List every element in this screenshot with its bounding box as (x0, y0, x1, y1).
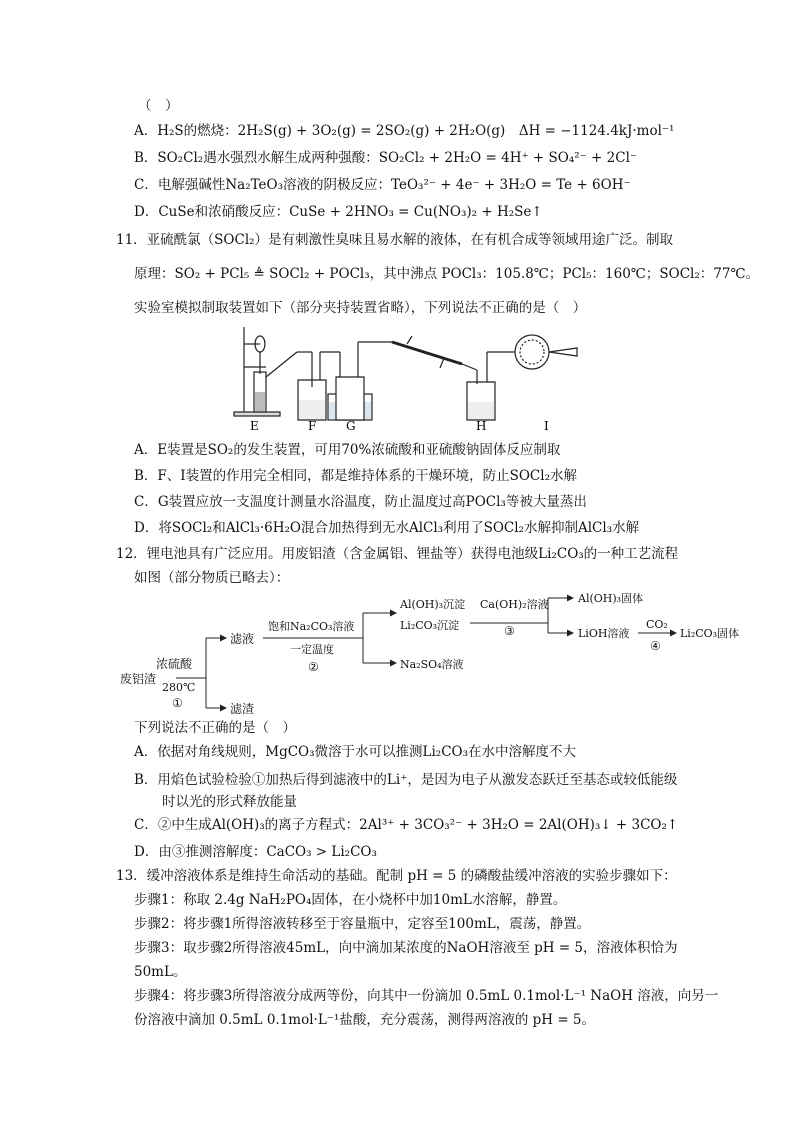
q12-option-c: C．②中生成Al(OH)₃的离子方程式：2Al³⁺ + 3CO₃²⁻ + 3H₂O = 2Al(OH)₃↓ + 3CO₂↑ (134, 817, 679, 833)
q12-option-b-line2: 时以光的形式释放能量 (162, 794, 297, 810)
q12-option-d: D．由③推测溶解度：CaCO₃ > Li₂CO₃ (134, 844, 377, 860)
q12-stem-line1: 12．锂电池具有广泛应用。用废铝渣（含金属铝、锂盐等）获得电池级Li₂CO₃的一种工艺流程 (116, 546, 679, 562)
flow-aloh3-solid: Al(OH)₃固体 (578, 592, 644, 605)
label-f: F (308, 419, 317, 432)
bottle-g (336, 377, 364, 420)
apparatus-diagram (232, 322, 592, 432)
flow-product: Li₂CO₃固体 (680, 627, 740, 640)
flow-ppt-aloh3: Al(OH)₃沉淀 (400, 598, 466, 611)
flow-reagent3: Ca(OH)₂溶液 (480, 598, 549, 611)
q11-stem-line2: 原理：SO₂ + PCl₅ ≜ SOCl₂ + POCl₃，其中沸点 POCl₃：105.8℃；PCl₅：160℃；SOCl₂：77℃。 (134, 266, 760, 282)
q12-option-a: A．依据对角线规则，MgCO₃微溶于水可以推测Li₂CO₃在水中溶解度不大 (134, 744, 577, 760)
flow-co2: CO₂ (646, 618, 668, 631)
q13-step4-line2: 份溶液中滴加 0.5mL 0.1mol·L⁻¹盐酸，充分震荡，测得两溶液的 pH = 5。 (134, 1012, 596, 1028)
flow-step1: ① (172, 696, 183, 710)
q11-option-a: A．E装置是SO₂的发生装置，可用70%浓硫酸和亚硫酸钠固体反应制取 (134, 442, 561, 458)
q13-step2: 步骤2：将步骤1所得溶液转移至于容量瓶中，定容至100mL，震荡，静置。 (134, 916, 591, 932)
process-flow-diagram (118, 588, 778, 718)
q10-paren: （ ） (138, 98, 179, 114)
q11-option-c: C．G装置应放一支温度计测量水浴温度，防止温度过高POCl₃等被大量蒸出 (134, 494, 587, 510)
q11-stem-line3: 实验室模拟制取装置如下（部分夹持装置省略），下列说法不正确的是（ ） (134, 300, 587, 316)
q11-option-b: B．F、I装置的作用完全相同，都是维持体系的干燥环境，防止SOCl₂水解 (134, 468, 577, 484)
flow-residue: 滤渣 (230, 702, 255, 716)
stand-base (234, 412, 280, 416)
condenser (392, 342, 462, 364)
flow-acid: 浓硫酸 (156, 657, 193, 671)
q11-option-d: D．将SOCl₂和AlCl₃·6H₂O混合加热得到无水AlCl₃利用了SOCl₂水解抑制AlCl₃水解 (134, 520, 640, 536)
flow-step3: ③ (504, 624, 515, 638)
q10-option-a: A．H₂S的燃烧：2H₂S(g) + 3O₂(g) = 2SO₂(g) + 2H₂O(g) ΔH = −1124.4kJ·mol⁻¹ (134, 123, 675, 139)
flow-step4: ④ (650, 639, 661, 653)
q13-step4-line1: 步骤4：将步骤3所得溶液分成两等份，向其中一份滴加 0.5mL 0.1mol·L⁻¹ NaOH 溶液，向另一 (134, 988, 719, 1004)
q12-stem-line2: 如图（部分物质已略去）： (134, 570, 290, 586)
flow-start: 废铝渣 (120, 672, 157, 686)
q13-step1: 步骤1：称取 2.4g NaH₂PO₄固体，在小烧杯中加10mL水溶解，静置。 (134, 892, 567, 908)
flow-cond2: 一定温度 (290, 643, 334, 656)
flow-reagent2: 饱和Na₂CO₃溶液 (268, 620, 355, 633)
label-i: I (544, 419, 549, 432)
label-e: E (250, 419, 259, 432)
q12-option-b-line1: B．用焰色试验检验①加热后得到滤液中的Li⁺，是因为电子从激发态跃迁至基态或较低能级 (134, 772, 678, 788)
q13-stem: 13．缓冲溶液体系是维持生命活动的基础。配制 pH = 5 的磷酸盐缓冲溶液的实验步骤如下： (116, 868, 677, 884)
label-h: H (476, 419, 487, 432)
label-g: G (346, 419, 356, 432)
q13-step3-line1: 步骤3：取步骤2所得溶液45mL，向中滴加某浓度的NaOH溶液至 pH = 5，溶液体积恰为 (134, 940, 678, 956)
q10-option-d: D．CuSe和浓硝酸反应：CuSe + 2HNO₃ = Cu(NO₃)₂ + H₂Se↑ (134, 204, 543, 220)
q11-stem-line1: 11．亚硫酰氯（SOCl₂）是有刺激性臭味且易水解的液体，在有机合成等领域用途广泛。制取 (116, 232, 674, 248)
flow-lioh: LiOH溶液 (578, 627, 630, 640)
q13-step3-line2: 50mL。 (134, 964, 187, 980)
flow-filtrate: 滤液 (230, 632, 255, 646)
q10-option-c: C．电解强碱性Na₂TeO₃溶液的阴极反应：TeO₃²⁻ + 4e⁻ + 3H₂O = Te + 6OH⁻ (134, 177, 631, 193)
q10-option-b: B．SO₂Cl₂遇水强烈水解生成两种强酸：SO₂Cl₂ + 2H₂O = 4H⁺ + SO₄²⁻ + 2Cl⁻ (134, 150, 638, 166)
flow-na2so4: Na₂SO₄溶液 (400, 658, 464, 671)
flow-ppt-li2co3: Li₂CO₃沉淀 (400, 619, 460, 632)
q12-question: 下列说法不正确的是（ ） (134, 720, 296, 736)
flow-step2: ② (308, 660, 319, 674)
flow-temp: 280℃ (162, 681, 196, 694)
